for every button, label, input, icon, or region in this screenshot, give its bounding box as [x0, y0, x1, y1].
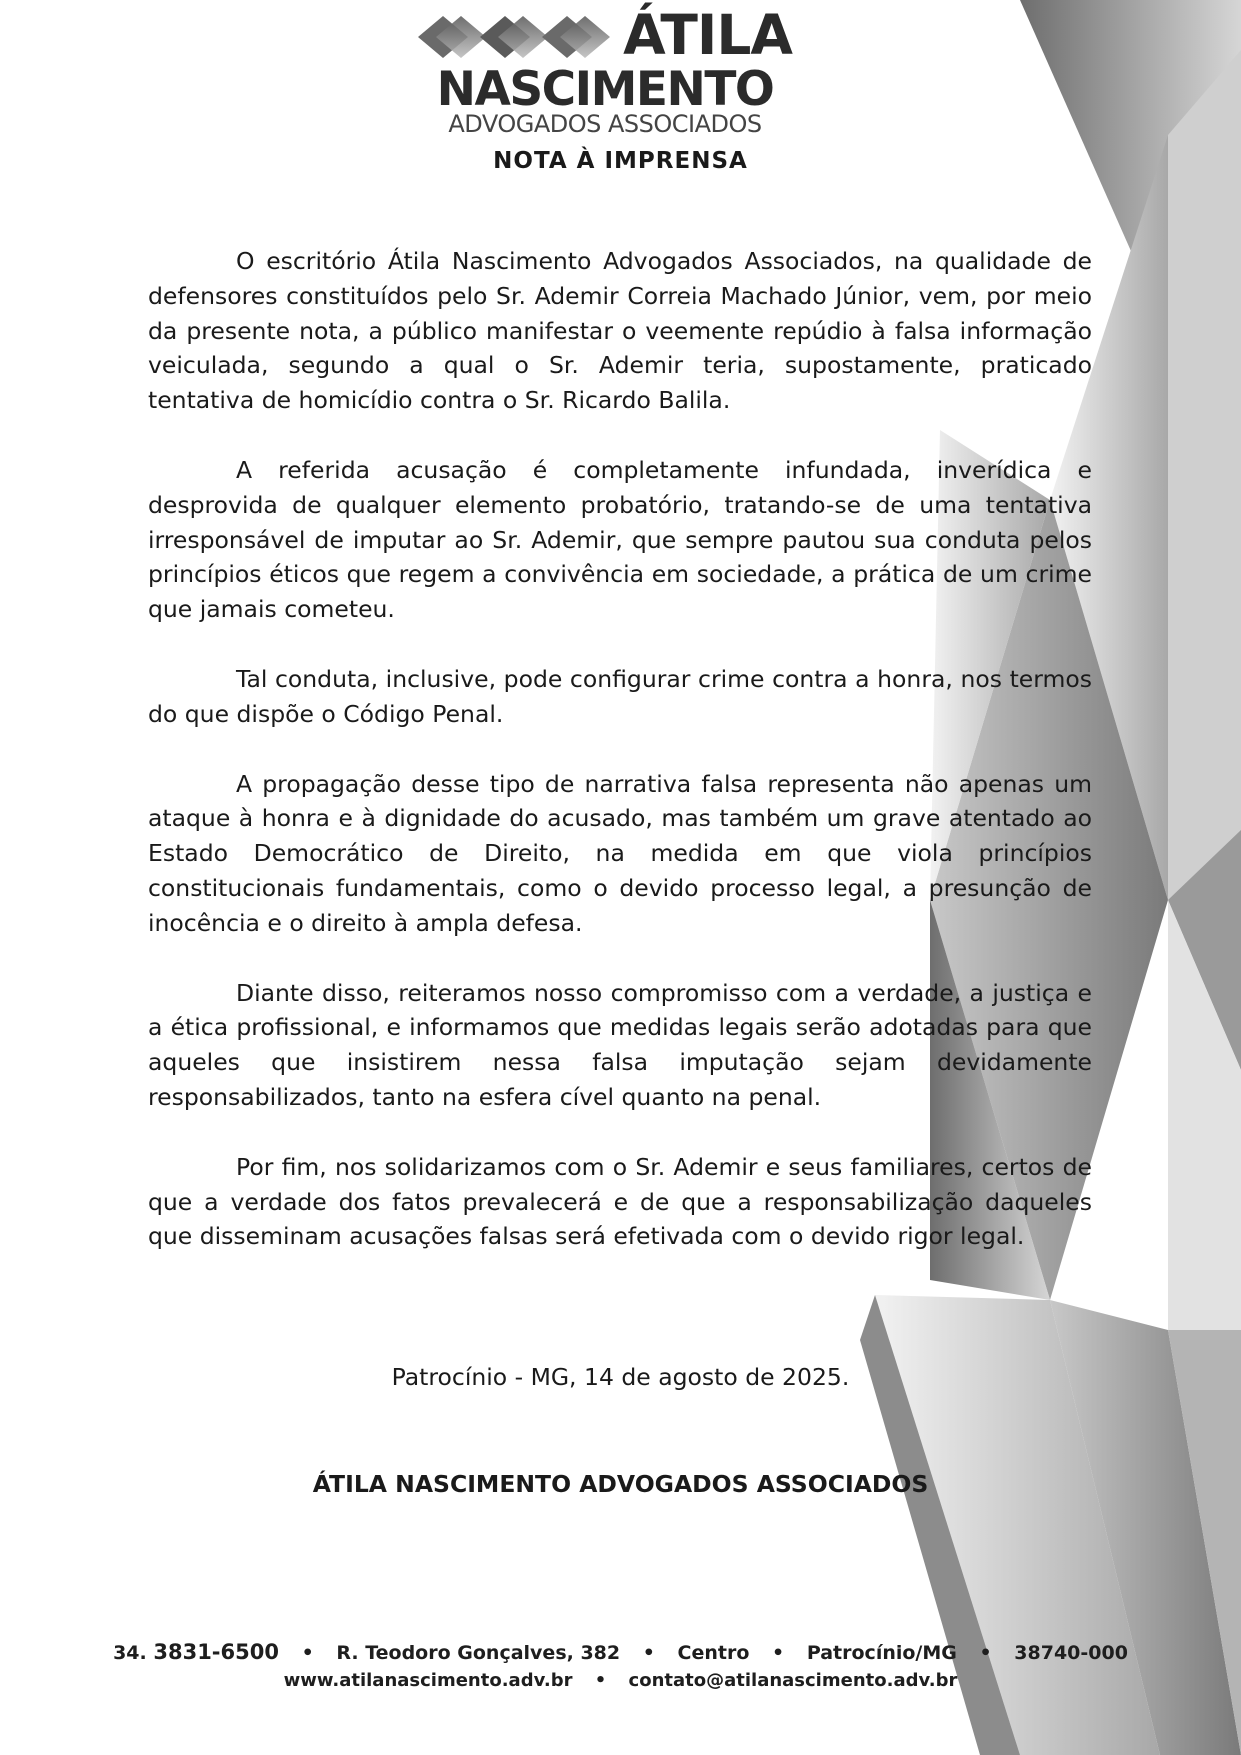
paragraph-3: Tal conduta, inclusive, pode configurar crime contra a honra, nos termos do que dispõe o Código Penal. [148, 664, 1092, 728]
separator-dot: • [301, 1642, 314, 1664]
footer-zip: 38740-000 [1014, 1642, 1128, 1664]
press-release-body [148, 244, 1092, 1289]
footer-address: R. Teodoro Gonçalves, 382 [336, 1642, 621, 1664]
footer-website: www.atilanascimento.adv.br [283, 1670, 573, 1691]
footer-web-line [0, 1670, 1241, 1691]
footer-contact-line [0, 1640, 1241, 1664]
footer-city: Patrocínio/MG [806, 1642, 957, 1664]
paragraph-1: O escritório Átila Nascimento Advogados Associados, na qualidade de defensores constituídos pelo Sr. Ademir Correia Machado Júnior, vem, por meio da presente nota, a público manifestar o veemente repúdio à falsa informação veiculada, segundo a qual o Sr. Ademir teria, supostamente, praticado tentativa de homicídio contra o Sr. Ricardo Balila. [148, 247, 1092, 415]
logo-text-advogados: ADVOGADOS ASSOCIADOS [448, 110, 762, 138]
separator-dot: • [642, 1642, 655, 1664]
footer-phone: 3831-6500 [153, 1640, 279, 1664]
paragraph-4: A propagação desse tipo de narrativa falsa representa não apenas um ataque à honra e à dignidade do acusado, mas também um grave atentado ao Estado Democrático de Direito, na medida em que viola princípios constitucionais fundamentais, como o devido processo legal, a presunção de inocência e o direito à ampla defesa. [148, 769, 1092, 937]
paragraph-6: Por fim, nos solidarizamos com o Sr. Ademir e seus familiares, certos de que a verdade dos fatos prevalecerá e de que a responsabilização daqueles que disseminam acusações falsas será efetivada com o devido rigor legal. [148, 1152, 1092, 1251]
separator-dot: • [772, 1642, 785, 1664]
firm-signature: ÁTILA NASCIMENTO ADVOGADOS ASSOCIADOS [312, 1470, 929, 1498]
paragraph-5: Diante disso, reiteramos nosso compromisso com a verdade, a justiça e a ética profissional, e informamos que medidas legais serão adotadas para que aqueles que insistirem nessa falsa imputação sejam devidamente responsabilizados, tanto na esfera cível quanto na penal. [148, 978, 1092, 1111]
separator-dot: • [979, 1642, 992, 1664]
company-logo [418, 3, 792, 138]
separator-dot: • [594, 1670, 607, 1691]
logo-text-atila: ÁTILA [623, 3, 792, 67]
logo-text-nascimento: NASCIMENTO [436, 62, 774, 117]
paragraph-2: A referida acusação é completamente infundada, inverídica e desprovida de qualquer elemento probatório, tratando-se de uma tentativa irresponsável de imputar ao Sr. Ademir, que sempre pautou sua conduta pelos princípios éticos que regem a convivência em sociedade, a prática de um crime que jamais cometeu. [148, 455, 1092, 624]
footer-area-code: 34. [113, 1642, 147, 1664]
page-title: NOTA À IMPRENSA [493, 148, 748, 174]
logo-emblem [418, 8, 618, 66]
footer-district: Centro [677, 1642, 750, 1664]
place-and-date: Patrocínio - MG, 14 de agosto de 2025. [391, 1363, 850, 1391]
footer-email: contato@atilanascimento.adv.br [628, 1670, 958, 1691]
